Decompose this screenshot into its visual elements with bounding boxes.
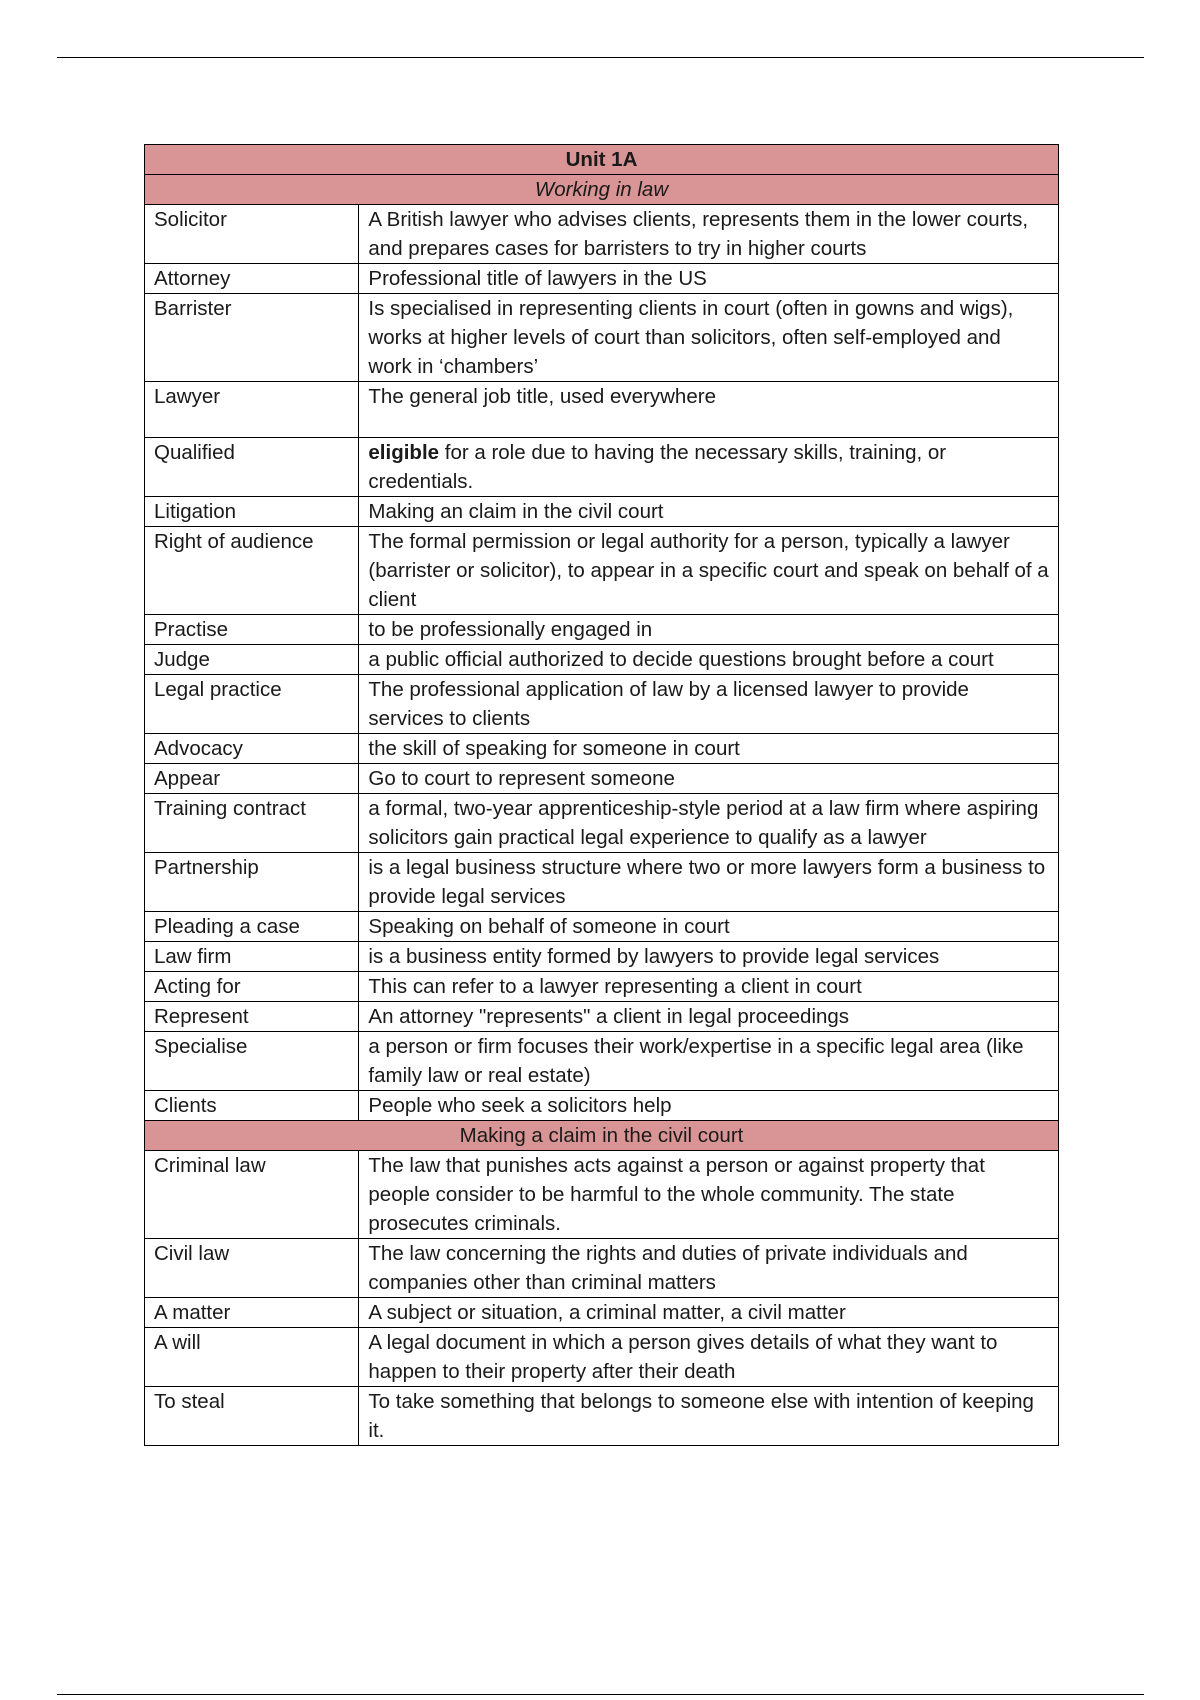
definition-cell: a person or firm focuses their work/expertise in a specific legal area (like family law or real estate): [359, 1032, 1059, 1091]
definition-cell: Go to court to represent someone: [359, 764, 1059, 794]
glossary-row: [145, 527, 1059, 615]
glossary-row: [145, 972, 1059, 1002]
glossary-row: [145, 645, 1059, 675]
definition-cell: a public official authorized to decide questions brought before a court: [359, 645, 1059, 675]
definition-cell: [359, 438, 1059, 497]
section-header-row: [145, 175, 1059, 205]
term-cell: Judge: [145, 645, 359, 675]
glossary-row: [145, 497, 1059, 527]
term-cell: Qualified: [145, 438, 359, 497]
footer-rule: [57, 1694, 1144, 1695]
term-cell: Training contract: [145, 794, 359, 853]
section-title: Working in law: [145, 175, 1059, 205]
definition-cell: The law that punishes acts against a person or against property that people consider to be harmful to the whole community. The state prosecutes criminals.: [359, 1151, 1059, 1239]
glossary-row: [145, 205, 1059, 264]
glossary-row: [145, 1032, 1059, 1091]
glossary-row: [145, 1298, 1059, 1328]
term-cell: Barrister: [145, 294, 359, 382]
section-title: Making a claim in the civil court: [145, 1121, 1059, 1151]
term-cell: Solicitor: [145, 205, 359, 264]
definition-cell: Professional title of lawyers in the US: [359, 264, 1059, 294]
definition-cell: the skill of speaking for someone in court: [359, 734, 1059, 764]
glossary-row: [145, 675, 1059, 734]
term-cell: A will: [145, 1328, 359, 1387]
definition-cell: To take something that belongs to someone else with intention of keeping it.: [359, 1387, 1059, 1446]
term-cell: Civil law: [145, 1239, 359, 1298]
term-cell: Appear: [145, 764, 359, 794]
definition-cell: to be professionally engaged in: [359, 615, 1059, 645]
glossary-row: [145, 615, 1059, 645]
glossary-body: [145, 145, 1059, 1446]
glossary-row: [145, 1091, 1059, 1121]
glossary-table: [144, 144, 1059, 1446]
term-cell: Advocacy: [145, 734, 359, 764]
unit-title: Unit 1A: [145, 145, 1059, 175]
header-rule: [57, 57, 1144, 58]
term-cell: Partnership: [145, 853, 359, 912]
section-header-row: [145, 1121, 1059, 1151]
definition-cell: A subject or situation, a criminal matter, a civil matter: [359, 1298, 1059, 1328]
glossary-row: [145, 912, 1059, 942]
definition-cell: is a legal business structure where two or more lawyers form a business to provide legal services: [359, 853, 1059, 912]
term-cell: Acting for: [145, 972, 359, 1002]
term-cell: Litigation: [145, 497, 359, 527]
glossary-row: [145, 382, 1059, 438]
definition-cell: a formal, two-year apprenticeship-style period at a law firm where aspiring solicitors gain practical legal experience to qualify as a lawyer: [359, 794, 1059, 853]
definition-cell: The professional application of law by a licensed lawyer to provide services to clients: [359, 675, 1059, 734]
glossary-row: [145, 764, 1059, 794]
definition-cell: A British lawyer who advises clients, represents them in the lower courts, and prepares cases for barristers to try in higher courts: [359, 205, 1059, 264]
term-cell: Attorney: [145, 264, 359, 294]
glossary-row: [145, 853, 1059, 912]
term-cell: Right of audience: [145, 527, 359, 615]
glossary-row: [145, 438, 1059, 497]
glossary-row: [145, 294, 1059, 382]
definition-text: for a role due to having the necessary skills, training, or credentials.: [368, 441, 947, 493]
glossary-row: [145, 794, 1059, 853]
definition-cell: The general job title, used everywhere: [359, 382, 1059, 438]
definition-cell: is a business entity formed by lawyers to provide legal services: [359, 942, 1059, 972]
definition-cell: Is specialised in representing clients in court (often in gowns and wigs), works at higher levels of court than solicitors, often self-employed and work in ‘chambers’: [359, 294, 1059, 382]
unit-title-row: [145, 145, 1059, 175]
definition-cell: This can refer to a lawyer representing a client in court: [359, 972, 1059, 1002]
term-cell: Specialise: [145, 1032, 359, 1091]
glossary-row: [145, 1151, 1059, 1239]
glossary-row: [145, 734, 1059, 764]
glossary-row: [145, 1239, 1059, 1298]
definition-emphasis: eligible: [368, 441, 440, 464]
term-cell: Pleading a case: [145, 912, 359, 942]
definition-cell: The formal permission or legal authority for a person, typically a lawyer (barrister or solicitor), to appear in a specific court and speak on behalf of a client: [359, 527, 1059, 615]
glossary-row: [145, 1387, 1059, 1446]
definition-cell: A legal document in which a person gives details of what they want to happen to their property after their death: [359, 1328, 1059, 1387]
definition-cell: Making an claim in the civil court: [359, 497, 1059, 527]
glossary-row: [145, 264, 1059, 294]
term-cell: Clients: [145, 1091, 359, 1121]
term-cell: A matter: [145, 1298, 359, 1328]
term-cell: To steal: [145, 1387, 359, 1446]
definition-cell: Speaking on behalf of someone in court: [359, 912, 1059, 942]
glossary-row: [145, 1002, 1059, 1032]
definition-cell: The law concerning the rights and duties of private individuals and companies other than criminal matters: [359, 1239, 1059, 1298]
term-cell: Legal practice: [145, 675, 359, 734]
glossary-row: [145, 942, 1059, 972]
glossary-row: [145, 1328, 1059, 1387]
term-cell: Law firm: [145, 942, 359, 972]
definition-cell: People who seek a solicitors help: [359, 1091, 1059, 1121]
term-cell: Lawyer: [145, 382, 359, 438]
term-cell: Practise: [145, 615, 359, 645]
term-cell: Represent: [145, 1002, 359, 1032]
term-cell: Criminal law: [145, 1151, 359, 1239]
definition-cell: An attorney "represents" a client in legal proceedings: [359, 1002, 1059, 1032]
